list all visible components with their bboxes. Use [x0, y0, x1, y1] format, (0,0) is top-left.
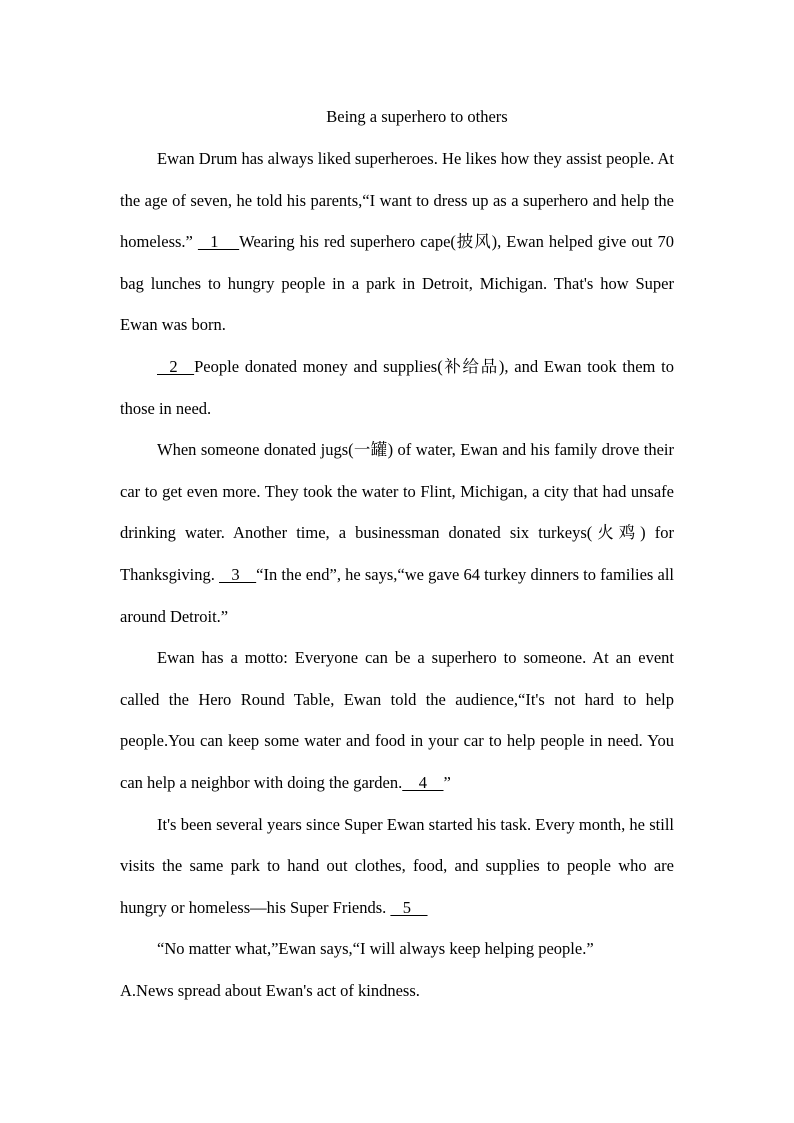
- paragraph-6-text: “No matter what,”Ewan says,“I will always keep helping people.”: [157, 939, 594, 959]
- passage-body: [120, 138, 674, 1011]
- paragraph-3-text-a: When someone donated jugs(一罐) of water, Ewan and his family drove their car to get even more. They took the water to Flint, Michigan, a city that had unsafe drinking water. Another time, a businessman donated six turkeys(火鸡) for Thanksgiving.: [120, 440, 674, 584]
- blank-2: 2: [157, 356, 195, 376]
- paragraph-3-text-b: “In the end”, he says,“we gave 64 turkey dinners to families all around Detroit.”: [120, 564, 674, 626]
- paragraph-1-text-a: Ewan Drum has always liked superheroes. He likes how they assist people. At the age of seven, he told his parents,“I want to dress up as a superhero and help the homeless.”: [120, 149, 674, 252]
- paragraph-5: [120, 804, 674, 929]
- blank-4: 4: [402, 772, 444, 792]
- paragraph-4: [120, 637, 674, 803]
- paragraph-6: [120, 928, 674, 970]
- paragraph-4-text-a: Ewan has a motto: Everyone can be a superhero to someone. At an event called the Hero Round Table, Ewan told the audience,“It's not hard to help people.You can keep some water and food in your car to help people in need. You can help a neighbor with doing the garden.: [120, 648, 674, 792]
- paragraph-4-text-b: ”: [443, 772, 451, 792]
- blank-1: 1: [197, 232, 240, 252]
- blank-3: 3: [219, 564, 257, 584]
- paragraph-1-text-b: Wearing his red superhero cape(披风), Ewan helped give out 70 bag lunches to hungry people in a park in Detroit, Michigan. That's how Super Ewan was born.: [120, 232, 674, 335]
- document-title: Being a superhero to others: [326, 107, 508, 126]
- paragraph-3: [120, 429, 674, 637]
- option-a: A.News spread about Ewan's act of kindness.: [120, 980, 420, 1000]
- blank-5: 5: [390, 897, 428, 917]
- paragraph-2-text: People donated money and supplies(补给品), and Ewan took them to those in need.: [120, 356, 674, 418]
- paragraph-5-text: It's been several years since Super Ewan started his task. Every month, he still visits the same park to hand out clothes, food, and supplies to people who are hungry or homeless—his Super Friends.: [120, 814, 674, 917]
- paragraph-2: [120, 346, 674, 429]
- paragraph-1: [120, 138, 674, 346]
